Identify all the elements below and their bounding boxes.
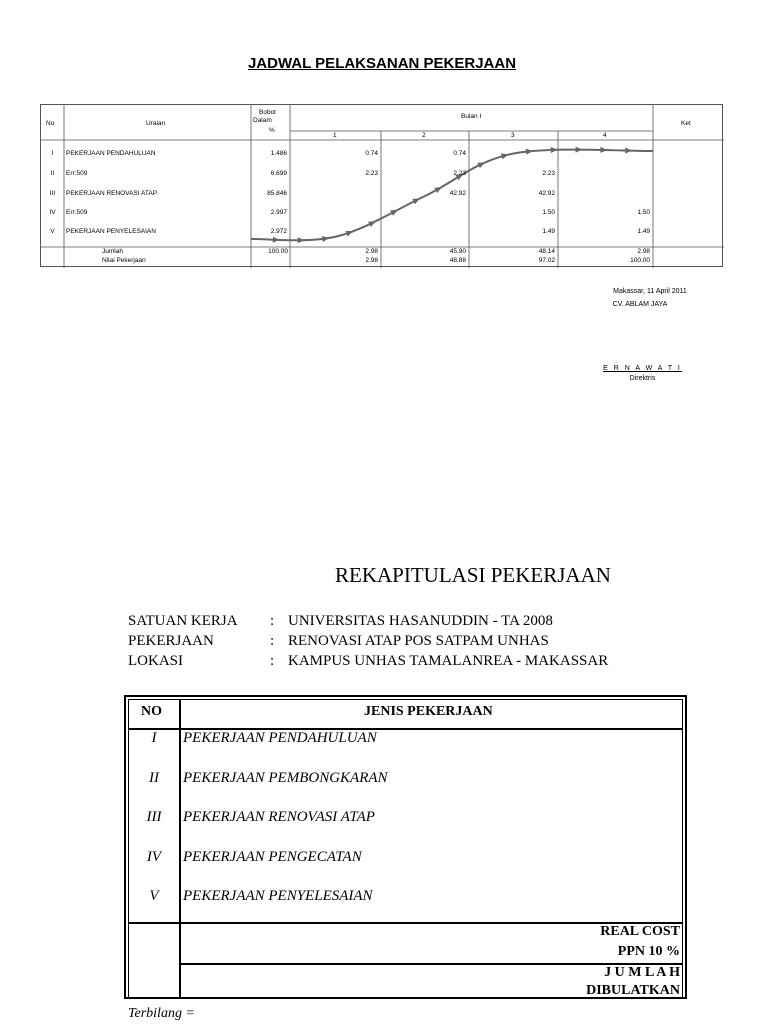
signature-role: Direktris	[629, 375, 656, 382]
row-w4-value: 1.50	[637, 209, 650, 216]
info-label-pekerjaan: PEKERJAAN	[128, 633, 214, 649]
nilai-week-3: 97.02	[538, 257, 555, 264]
recap-row-name: PEKERJAAN PENYELESAIAN	[183, 888, 373, 904]
s-curve-arrow-marker	[412, 196, 421, 204]
schedule-title: JADWAL PELAKSANAN PEKERJAAN	[247, 55, 517, 72]
recap-row-no: II	[149, 770, 159, 786]
header-week-2: 2	[422, 132, 426, 139]
header-bulan: Bulan I	[461, 113, 482, 120]
header-no: No	[46, 120, 55, 127]
s-curve-arrow-marker	[551, 147, 558, 153]
recap-row-name: PEKERJAAN RENOVASI ATAP	[183, 809, 375, 825]
row-w2-value: 2.23	[453, 170, 466, 177]
s-curve-arrow-marker	[390, 207, 399, 216]
info-colon: :	[270, 633, 275, 649]
signature-place-date: Makassar, 11 April 2011	[613, 288, 687, 295]
row-bobot: 2.972	[270, 228, 287, 235]
row-w3-value: 42.92	[538, 190, 555, 197]
recap-row-no: III	[146, 809, 162, 825]
recap-header	[129, 700, 682, 730]
row-bobot: 1.486	[270, 150, 287, 157]
row-no: II	[50, 170, 55, 177]
row-no: V	[50, 228, 55, 235]
s-curve-arrow-marker	[526, 148, 534, 155]
header-bobot-3: %	[269, 127, 275, 134]
recap-dibulatkan: DIBULATKAN	[586, 983, 680, 998]
jumlah-week-3: 48.14	[538, 248, 555, 255]
recap-row-name: PEKERJAAN PENDAHULUAN	[183, 730, 377, 746]
terbilang-label: Terbilang =	[128, 1006, 195, 1021]
row-bobot: 2.997	[270, 209, 287, 216]
info-value-lokasi: KAMPUS UNHAS TAMALANREA - MAKASSAR	[288, 653, 609, 669]
s-curve-arrow-marker	[625, 148, 632, 154]
row-w2-value: 0.74	[453, 150, 466, 157]
row-bobot: 6.699	[270, 170, 287, 177]
recap-row-name: PEKERJAAN PENGECATAN	[183, 849, 362, 865]
signature-name: E R N A W A T I	[603, 365, 682, 372]
header-bobot-1: Bobot	[259, 109, 276, 116]
info-colon: :	[270, 613, 275, 629]
recap-row-name: PEKERJAAN PEMBONGKARAN	[183, 770, 388, 786]
signature-company: CV. ABLAM JAYA	[612, 301, 668, 308]
s-curve-arrow-marker	[477, 160, 486, 168]
row-w3-value: 2.23	[542, 170, 555, 177]
row-uraian: PEKERJAAN PENYELESAIAN	[66, 228, 156, 235]
recap-column-divider	[179, 700, 181, 997]
info-value-pekerjaan: RENOVASI ATAP POS SATPAM UNHAS	[288, 633, 549, 649]
row-no: I	[51, 150, 54, 157]
jumlah-week-1: 2.98	[365, 248, 378, 255]
recap-title: REKAPITULASI PEKERJAAN	[335, 563, 611, 587]
s-curve-arrow-marker	[298, 237, 305, 243]
row-uraian: Err:509	[66, 209, 88, 216]
nilai-week-2: 48.88	[449, 257, 466, 264]
row-uraian: PEKERJAAN RENOVASI ATAP	[66, 190, 158, 197]
row-bobot: 85.846	[267, 190, 287, 197]
jumlah-bobot: 100.00	[268, 248, 288, 255]
recap-head-jenis: JENIS PEKERJAAN	[364, 704, 493, 719]
schedule-grid	[41, 105, 724, 268]
jumlah-week-4: 2.98	[637, 248, 650, 255]
header-uraian: Uraian	[146, 120, 166, 127]
info-label-satuan-kerja: SATUAN KERJA	[128, 613, 238, 629]
s-curve-arrow-marker	[368, 219, 377, 227]
s-curve-arrow-marker	[273, 237, 280, 243]
recap-real-cost: REAL COST	[600, 924, 680, 939]
row-uraian: PEKERJAAN PENDAHULUAN	[66, 150, 156, 157]
row-no: III	[49, 190, 56, 197]
row-no: IV	[49, 209, 56, 216]
s-curve-arrow-marker	[600, 147, 607, 153]
row-uraian: Err:509	[66, 170, 88, 177]
row-w3-value: 1.50	[542, 209, 555, 216]
recap-head-no: NO	[141, 704, 162, 719]
header-week-1: 1	[333, 132, 337, 139]
header-ket: Ket	[681, 120, 691, 127]
recap-row-no: IV	[146, 849, 162, 865]
s-curve-arrow-marker	[576, 147, 583, 153]
header-week-3: 3	[511, 132, 515, 139]
jumlah-label: Jumlah	[102, 248, 123, 255]
row-w1-value: 0.74	[365, 150, 378, 157]
info-value-satuan-kerja: UNIVERSITAS HASANUDDIN - TA 2008	[288, 613, 553, 629]
schedule-table	[40, 104, 723, 267]
nilai-week-4: 100.00	[630, 257, 650, 264]
row-w2-value: 42.92	[449, 190, 466, 197]
row-w3-value: 1.49	[542, 228, 555, 235]
nilai-week-1: 2.98	[365, 257, 378, 264]
recap-row-no: I	[151, 730, 157, 746]
s-curve-arrow-marker	[346, 228, 355, 236]
recap-ppn: PPN 10 %	[617, 944, 680, 959]
row-w4-value: 1.49	[637, 228, 650, 235]
header-bobot-2: Dalam	[253, 117, 272, 124]
info-label-lokasi: LOKASI	[128, 653, 183, 669]
recap-jumlah: J U M L A H	[604, 965, 680, 980]
jumlah-week-2: 45.90	[449, 248, 466, 255]
recap-summary-divider	[129, 922, 682, 924]
header-week-4: 4	[603, 132, 607, 139]
recap-row-no: V	[149, 888, 159, 904]
info-colon: :	[270, 653, 275, 669]
recap-table	[124, 695, 687, 999]
row-w1-value: 2.23	[365, 170, 378, 177]
nilai-label: Nilai Pekerjaan	[102, 257, 146, 264]
